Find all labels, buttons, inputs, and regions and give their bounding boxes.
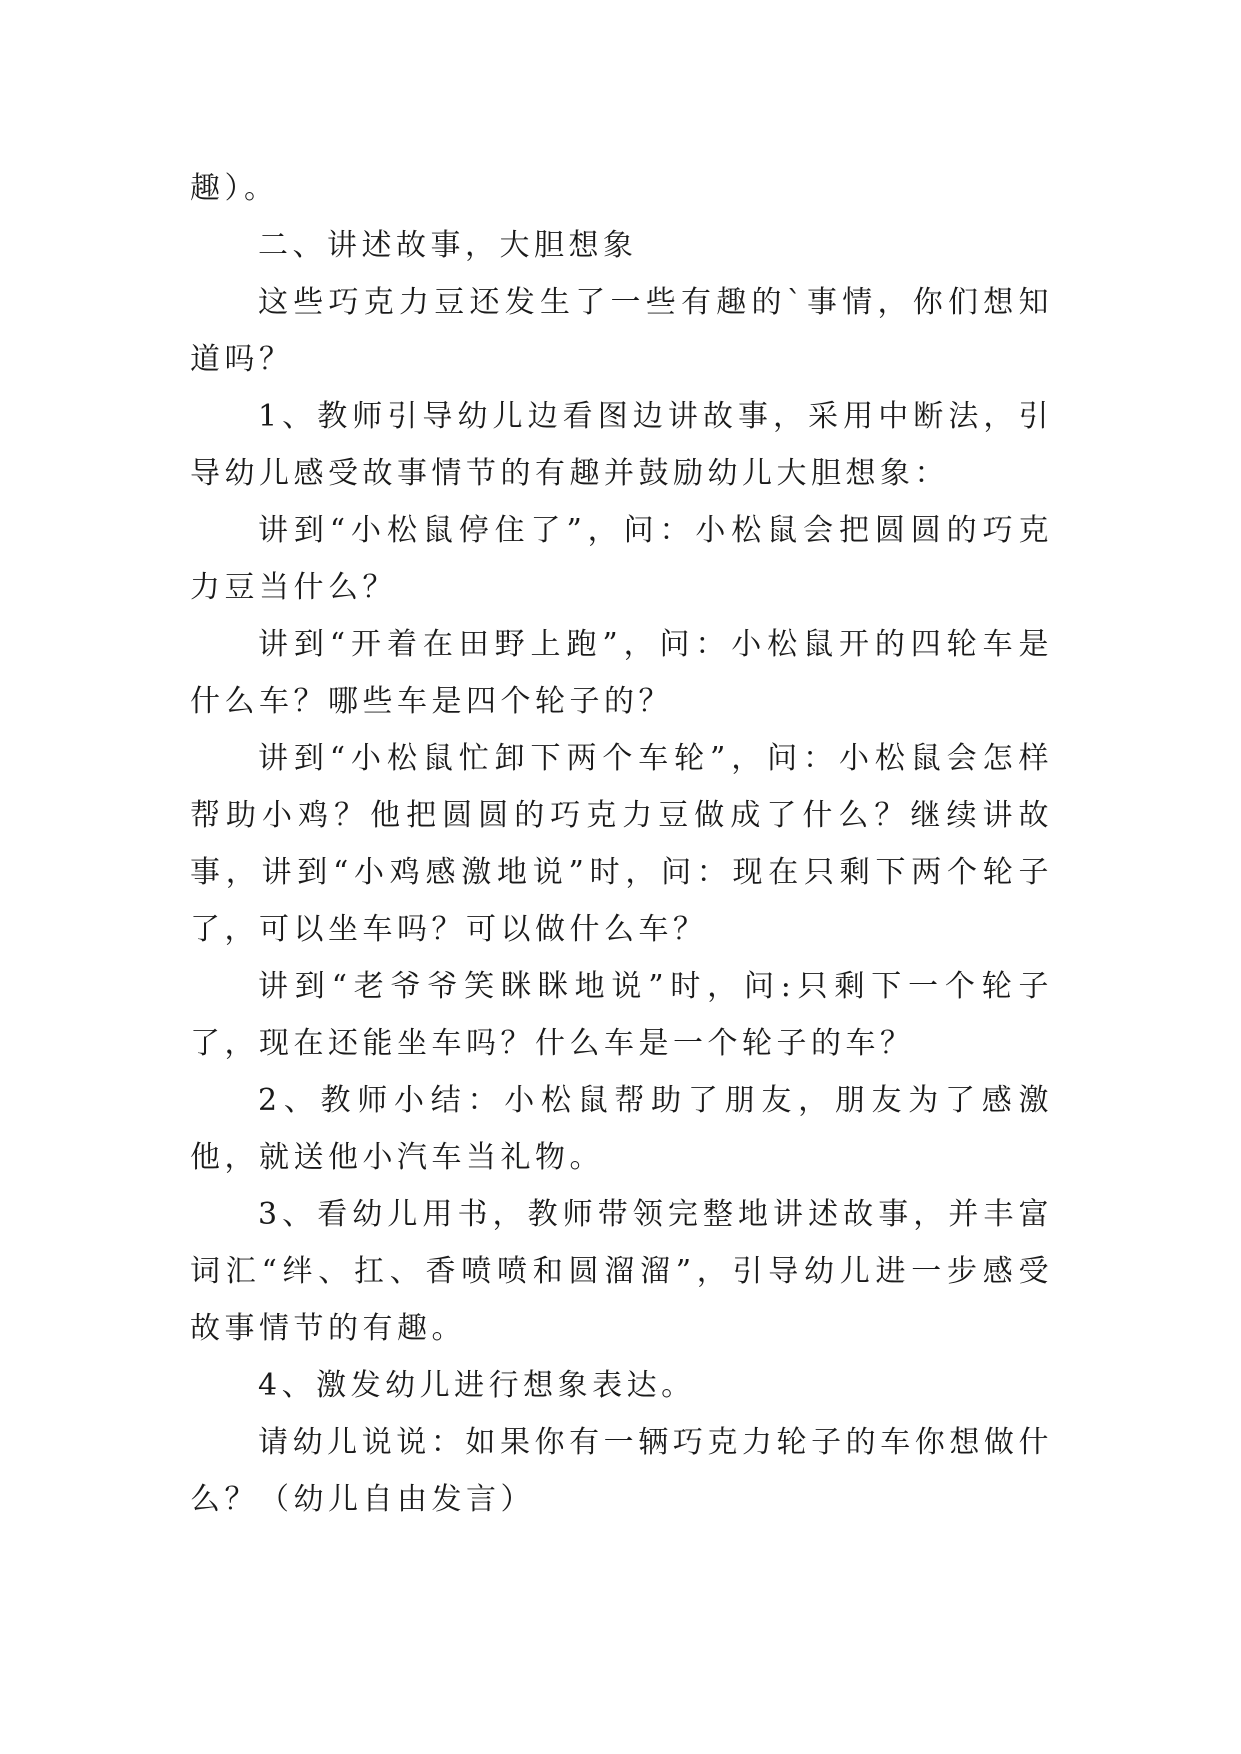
paragraph: 请幼儿说说：如果你有一辆巧克力轮子的车你想做什么？（幼儿自由发言） xyxy=(190,1425,1053,1517)
section-heading: 二、讲述故事，大胆想象 xyxy=(258,228,638,263)
paragraph: 3、看幼儿用书，教师带领完整地讲述故事，并丰富词汇“绊、扛、香喷喷和圆溜溜”，引导幼儿进一步感受故事情节的有趣。 xyxy=(190,1197,1053,1346)
paragraph: 4、激发幼儿进行想象表达。 xyxy=(258,1368,696,1403)
document-body xyxy=(190,160,1053,1528)
paragraph: 讲到“小松鼠停住了”，问：小松鼠会把圆圆的巧克力豆当什么？ xyxy=(190,513,1053,605)
paragraph: 1、教师引导幼儿边看图边讲故事，采用中断法，引导幼儿感受故事情节的有趣并鼓励幼儿大胆想象： xyxy=(190,399,1053,491)
paragraph-continuation: 趣）。 xyxy=(190,171,279,206)
paragraph: 2、教师小结：小松鼠帮助了朋友，朋友为了感激他，就送他小汽车当礼物。 xyxy=(190,1083,1053,1175)
paragraph: 讲到“开着在田野上跑”，问：小松鼠开的四轮车是什么车？哪些车是四个轮子的？ xyxy=(190,627,1053,719)
paragraph: 讲到“老爷爷笑眯眯地说”时，问:只剩下一个轮子了，现在还能坐车吗？什么车是一个轮子的车？ xyxy=(190,969,1053,1061)
paragraph: 这些巧克力豆还发生了一些有趣的`事情，你们想知道吗？ xyxy=(190,285,1053,377)
paragraph: 讲到“小松鼠忙卸下两个车轮”，问：小松鼠会怎样帮助小鸡？他把圆圆的巧克力豆做成了什么？继续讲故事，讲到“小鸡感激地说”时，问：现在只剩下两个轮子了，可以坐车吗？可以做什么车？ xyxy=(190,741,1053,947)
